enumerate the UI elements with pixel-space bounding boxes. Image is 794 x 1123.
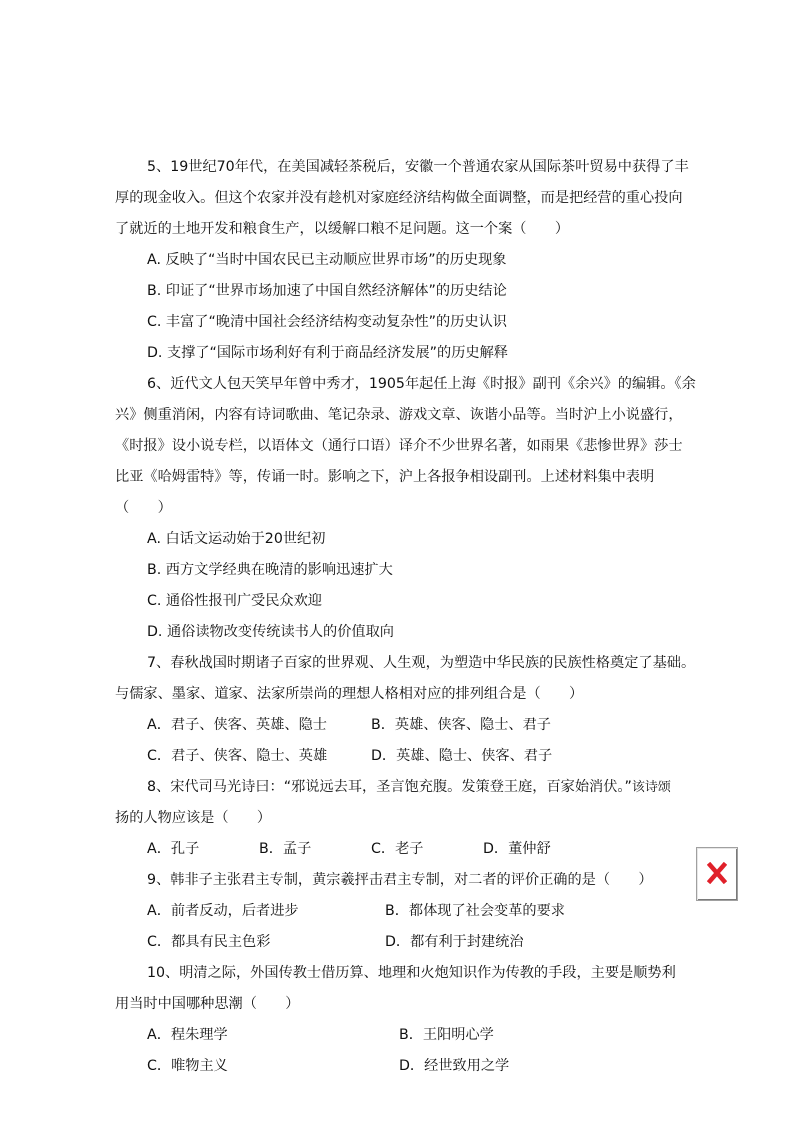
question-5-line-3: 了就近的土地开发和粮食生产，以缓解口粮不足问题。这一个案（ ） <box>115 221 570 237</box>
question-7-option-d: D．英雄、隐士、侠客、君子 <box>371 748 553 764</box>
question-6-line-1: 6、近代文人包天笑早年曾中秀才，1905年起任上海《时报》副刊《余兴》的编辑。《余 <box>147 376 696 392</box>
question-8-line-2: 扬的人物应该是（ ） <box>115 810 272 826</box>
question-6-option-a: A. 白话文运动始于20世纪初 <box>147 531 326 547</box>
question-9-option-a: A．前者反动，后者进步 <box>147 903 299 919</box>
question-8-line-1-text: 8、宋代司马光诗曰：“邪说远去耳，圣言饱充腹。发策登王庭，百家始消伏。” <box>147 779 632 795</box>
question-6-line-2: 兴》侧重消闲，内容有诗词歌曲、笔记杂录、游戏文章、诙谐小品等。当时沪上小说盛行， <box>115 407 683 423</box>
question-5-option-a: A. 反映了“当时中国农民已主动顺应世界市场”的历史现象 <box>147 252 507 268</box>
question-7-line-1: 7、春秋战国时期诸子百家的世界观、人生观，为塑造中华民族的民族性格奠定了基础。 <box>147 655 696 671</box>
question-6-option-b: B. 西方文学经典在晚清的影响迅速扩大 <box>147 562 393 578</box>
question-6-line-3: 《时报》设小说专栏，以语体文（通行口语）译介不少世界名著，如雨果《悲惨世界》莎士 <box>115 438 683 454</box>
question-9-line-1: 9、韩非子主张君主专制，黄宗羲抨击君主专制，对二者的评价正确的是（ ） <box>147 872 653 888</box>
question-6-option-d: D. 通俗读物改变传统读书人的价值取向 <box>147 624 394 640</box>
question-6-line-4: 比亚《哈姆雷特》等，传诵一时。影响之下，沪上各报争相设副刊。上述材料集中表明 <box>115 469 655 485</box>
question-5-option-d: D. 支撑了“国际市场利好有利于商品经济发展”的历史解释 <box>147 345 508 361</box>
question-10-line-1: 10、明清之际，外国传教士借历算、地理和火炮知识作为传教的手段，主要是顺势利 <box>147 965 676 981</box>
question-7-option-c: C．君子、侠客、隐士、英雄 <box>147 748 328 764</box>
question-7-option-b: B．英雄、侠客、隐士、君子 <box>371 717 551 733</box>
question-8-line-1 <box>147 777 671 797</box>
question-10-option-a: A．程朱理学 <box>147 1027 228 1043</box>
question-10-option-b: B．王阳明心学 <box>399 1027 494 1043</box>
question-6-option-c: C. 通俗性报刊广受民众欢迎 <box>147 593 322 609</box>
question-8-option-d: D．董仲舒 <box>483 841 551 857</box>
question-7-option-a: A．君子、侠客、英雄、隐士 <box>147 717 327 733</box>
red-x-icon <box>707 862 727 884</box>
question-10-line-2: 用当时中国哪种思潮（ ） <box>115 996 300 1012</box>
question-8-line-1-tail: 该诗颂 <box>631 780 671 795</box>
question-10-option-d: D．经世致用之学 <box>399 1058 510 1074</box>
question-5-line-1: 5、19世纪70年代，在美国减轻茶税后，安徽一个普通农家从国际茶叶贸易中获得了丰 <box>147 159 689 175</box>
question-8-option-c: C．老子 <box>371 841 424 857</box>
question-9-option-d: D．都有利于封建统治 <box>385 934 524 950</box>
question-6-line-5: （ ） <box>115 500 172 516</box>
question-8-option-b: B．孟子 <box>259 841 312 857</box>
question-5-option-c: C. 丰富了“晚清中国社会经济结构变动复杂性”的历史认识 <box>147 314 507 330</box>
question-5-option-b: B. 印证了“世界市场加速了中国自然经济解体”的历史结论 <box>147 283 507 299</box>
question-9-option-c: C．都具有民主色彩 <box>147 934 271 950</box>
question-5-line-2: 厚的现金收入。但这个农家并没有趁机对家庭经济结构做全面调整，而是把经营的重心投向 <box>115 190 683 206</box>
broken-image-placeholder <box>696 847 738 901</box>
question-9-option-b: B．都体现了社会变革的要求 <box>385 903 565 919</box>
question-7-line-2: 与儒家、墨家、道家、法家所崇尚的理想人格相对应的排列组合是（ ） <box>115 686 584 702</box>
question-10-option-c: C．唯物主义 <box>147 1058 228 1074</box>
question-8-option-a: A．孔子 <box>147 841 200 857</box>
